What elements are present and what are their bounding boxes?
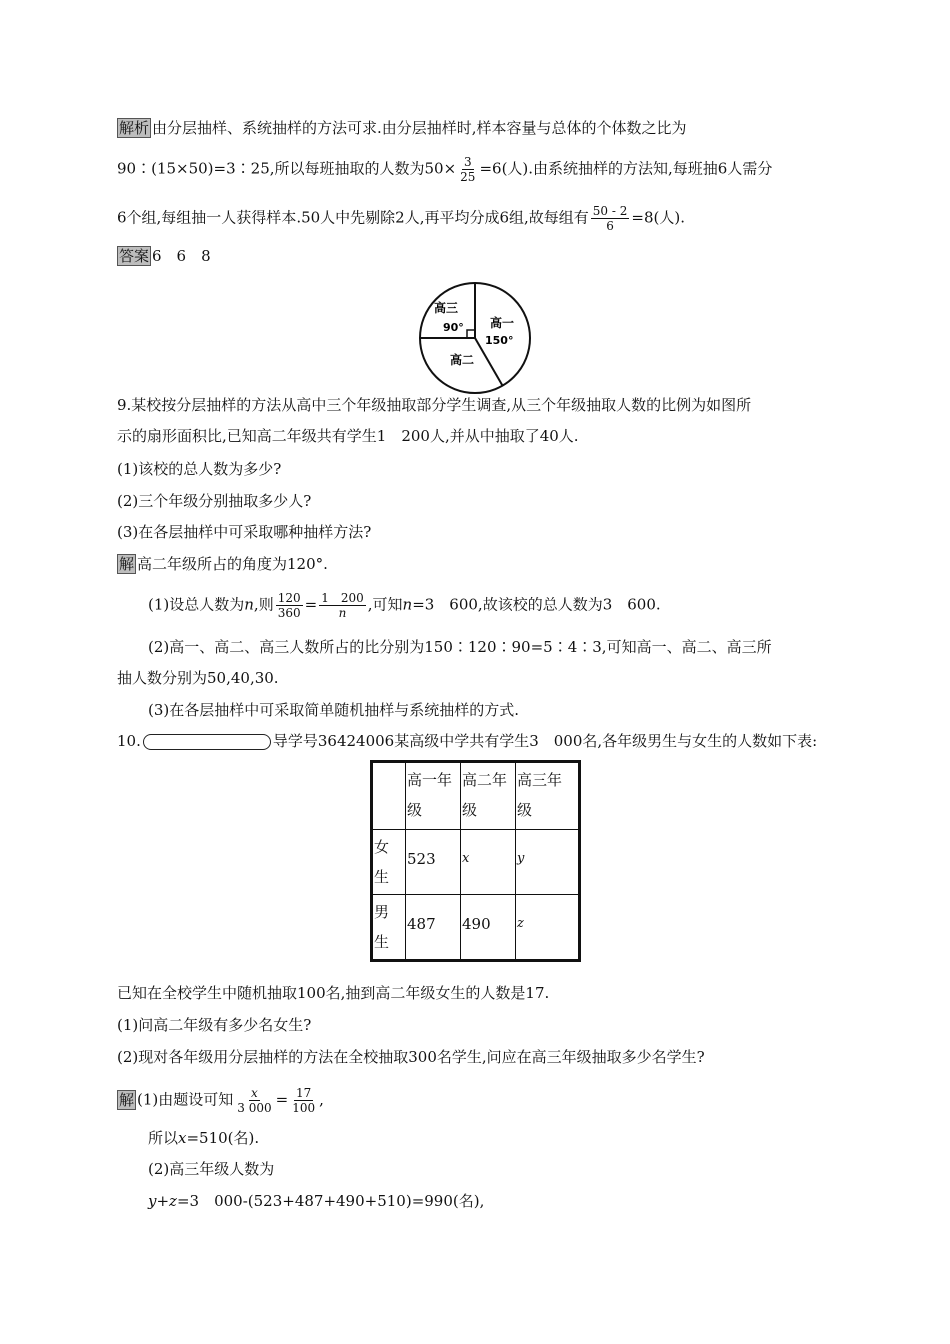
table-header-gao1: 高一年 级 bbox=[406, 762, 461, 830]
answer-line: 答案 6 6 8 bbox=[119, 247, 211, 265]
grade-pie-chart bbox=[414, 282, 536, 394]
sol9-part-1: (1)设总人数为n,则 $\frac{120}{360}$ = $\frac{1 200}{n}$ ,可知n=3 600,故该校的总人数为3 600. bbox=[148, 591, 661, 620]
right-angle-marker bbox=[467, 330, 475, 338]
q9-line-2: 示的扇形面积比,已知高二年级共有学生1 200人,并从中抽取了40人. bbox=[117, 427, 579, 445]
analysis-line-1: 解析 由分层抽样、系统抽样的方法可求.由分层抽样时,样本容量与总体的个体数之比为 bbox=[119, 119, 687, 137]
fraction-x-3000: $\frac{x}{3 000}$ bbox=[237, 1086, 272, 1115]
analysis-tag: 解析 bbox=[119, 119, 150, 137]
answer-tag: 答案 bbox=[119, 247, 150, 265]
fraction-1200-n: $\frac{1 200}{n}$ bbox=[321, 591, 364, 620]
table-cell: x bbox=[461, 830, 516, 895]
fraction-120-360: $\frac{120}{360}$ bbox=[277, 591, 301, 620]
fraction-3-25: $\frac{3}{25}$ bbox=[460, 155, 476, 184]
q10-sub-2: (2)现对各年级用分层抽样的方法在全校抽取300名学生,问应在高三年级抽取多少名学生? bbox=[117, 1048, 705, 1066]
fraction-17-100: $\frac{17}{100}$ bbox=[292, 1086, 316, 1115]
analysis-line-2: 90∶(15×50)=3∶25,所以每班抽取的人数为50× $\frac{3}{25}$ =6(人).由系统抽样的方法知,每班抽6人需分 bbox=[117, 155, 773, 184]
table-cell: 487 bbox=[406, 895, 461, 961]
table-corner-cell bbox=[372, 762, 406, 830]
table-row bbox=[372, 762, 580, 830]
pie-label-90: 90° bbox=[443, 321, 464, 334]
q9-sub-3: (3)在各层抽样中可采取哪种抽样方法? bbox=[117, 523, 372, 541]
analysis-line-3: 6个组,每组抽一人获得样本.50人中先剔除2人,再平均分成6组,故每组有 $\frac{50 - 2}{6}$ =8(人). bbox=[117, 204, 685, 233]
q10-sub-1: (1)问高二年级有多少名女生? bbox=[117, 1016, 312, 1034]
table-row-label-male: 男 生 bbox=[372, 895, 406, 961]
grade-gender-table bbox=[370, 760, 581, 962]
solution-tag-10: 解 bbox=[119, 1090, 135, 1109]
sol9-part-2a: (2)高一、高二、高三人数所占的比分别为150∶120∶90=5∶4∶3,可知高一、高二、高三所 bbox=[148, 638, 772, 656]
sol10-line-1: 解 (1)由题设可知 $\frac{x}{3 000}$ = $\frac{17}{100}$ , bbox=[119, 1086, 324, 1115]
q10-line-2: 已知在全校学生中随机抽取100名,抽到高二年级女生的人数是17. bbox=[117, 984, 550, 1002]
pie-label-gao2: 高二 bbox=[450, 353, 475, 367]
pie-label-gao1: 高一 bbox=[490, 316, 515, 330]
table-row bbox=[372, 895, 580, 961]
solution-tag-9: 解 bbox=[119, 555, 135, 573]
table-header-gao2: 高二年 级 bbox=[461, 762, 516, 830]
q10-line-1: 10. 导学号36424006某高级中学共有学生3 000名,各年级男生与女生的人数如下表: bbox=[117, 732, 818, 750]
table-cell: 490 bbox=[461, 895, 516, 961]
sol9-part-3: (3)在各层抽样中可采取简单随机抽样与系统抽样的方式. bbox=[148, 701, 520, 719]
sol10-line-4: y+z=3 000-(523+487+490+510)=990(名), bbox=[148, 1192, 485, 1210]
q9-sub-1: (1)该校的总人数为多少? bbox=[117, 460, 282, 478]
pie-label-150: 150° bbox=[485, 334, 514, 347]
table-cell: 523 bbox=[406, 830, 461, 895]
sol10-line-3: (2)高三年级人数为 bbox=[148, 1160, 275, 1178]
q9-line-1: 9.某校按分层抽样的方法从高中三个年级抽取部分学生调查,从三个年级抽取人数的比例为如图所 bbox=[117, 396, 752, 414]
table-cell: y bbox=[516, 830, 580, 895]
table-cell: z bbox=[516, 895, 580, 961]
table-row-label-female: 女 生 bbox=[372, 830, 406, 895]
q9-sub-2: (2)三个年级分别抽取多少人? bbox=[117, 492, 312, 510]
sol10-line-2: 所以x=510(名). bbox=[148, 1129, 260, 1147]
pie-label-gao3: 高三 bbox=[434, 301, 459, 315]
sol9-part-2b: 抽人数分别为50,40,30. bbox=[117, 669, 279, 687]
guide-number-box bbox=[143, 734, 271, 750]
sol9-line-1: 解 高二年级所占的角度为120°. bbox=[119, 555, 328, 573]
fraction-48-6: $\frac{50 - 2}{6}$ bbox=[592, 204, 628, 233]
table-row bbox=[372, 830, 580, 895]
table-header-gao3: 高三年 级 bbox=[516, 762, 580, 830]
